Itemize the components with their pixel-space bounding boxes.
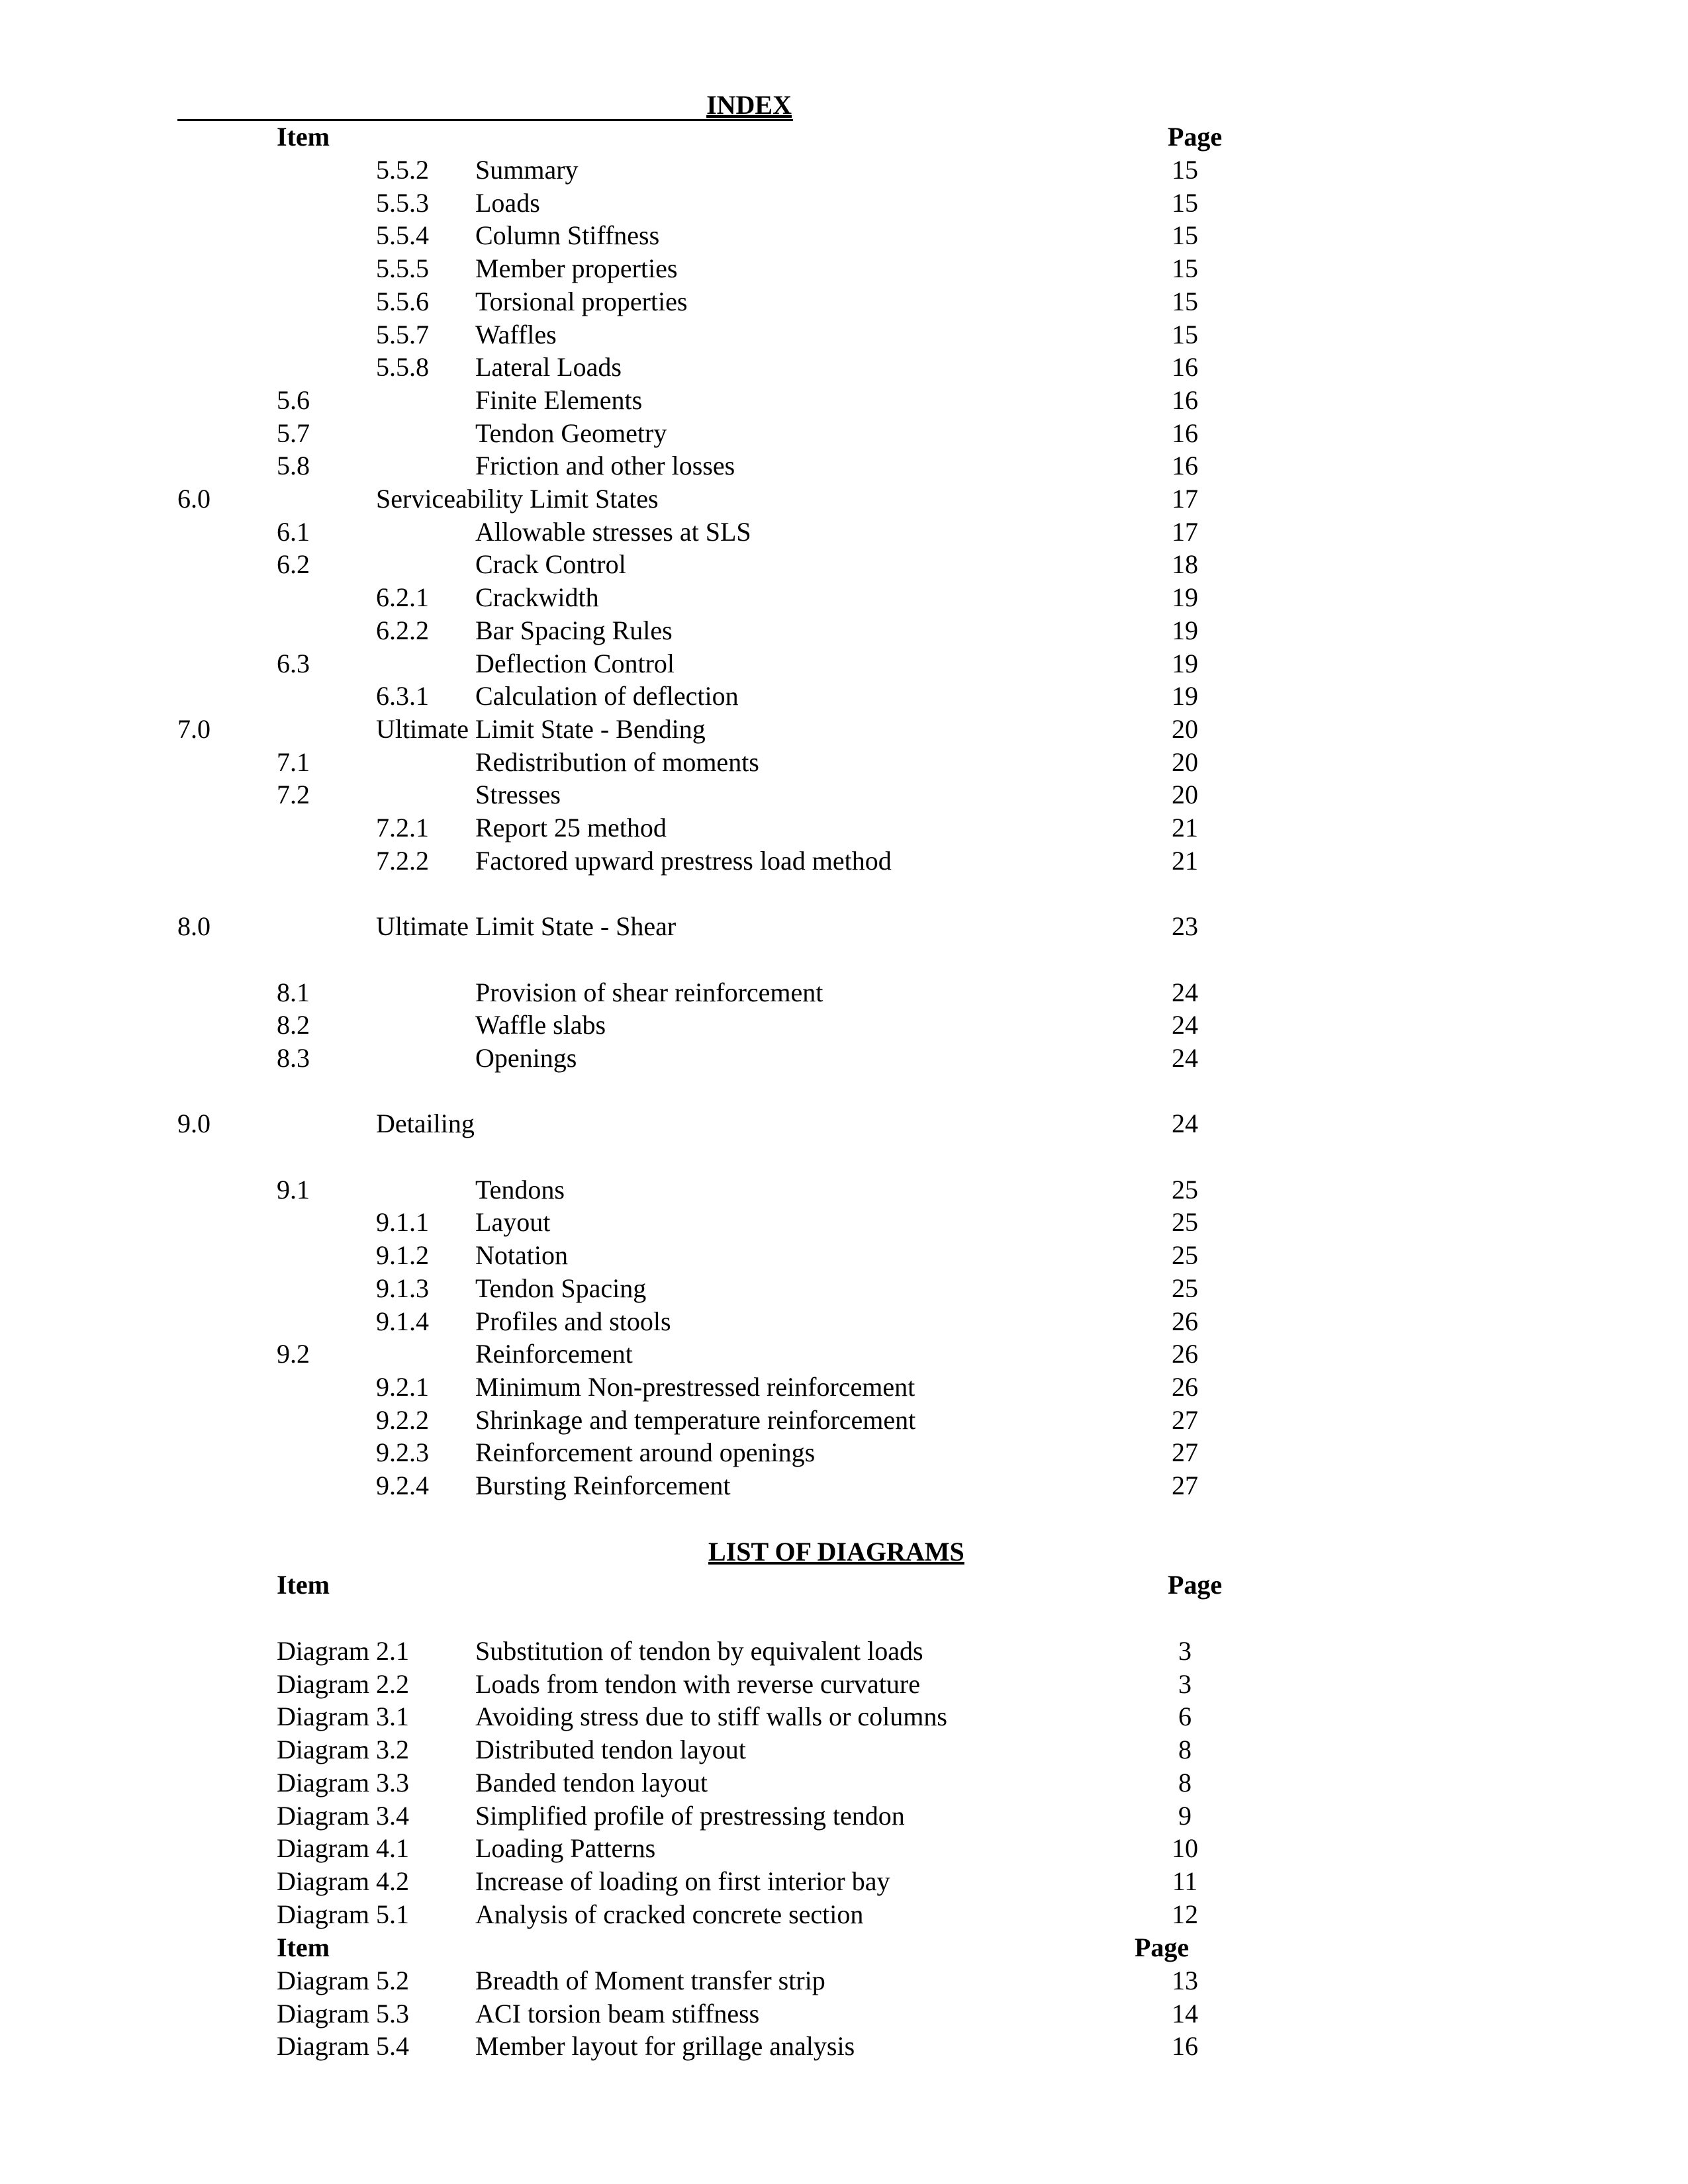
index-entry xyxy=(0,1371,1688,1404)
index-entry-page: 20 xyxy=(1172,780,1198,810)
index-entry-title: Detailing xyxy=(376,1109,475,1139)
index-entry-page: 20 xyxy=(1172,747,1198,777)
diagram-entry xyxy=(0,1733,1688,1766)
index-entry xyxy=(0,285,1688,318)
index-entry-title: Finite Elements xyxy=(475,385,643,415)
index-entry xyxy=(0,1009,1688,1042)
diagram-entry-page: 13 xyxy=(1172,1966,1198,1995)
diagram-entry xyxy=(0,1635,1688,1668)
index-column-header xyxy=(0,120,1688,154)
index-entry-title: Tendon Geometry xyxy=(475,418,667,448)
index-entry-title: Report 25 method xyxy=(475,813,667,842)
index-entry-title: Ultimate Limit State - Shear xyxy=(376,911,677,942)
index-entry-page: 24 xyxy=(1172,1042,1198,1073)
index-entry-number: 6.1 xyxy=(277,516,310,547)
diagram-entry-title: Member layout for grillage analysis xyxy=(475,2031,855,2062)
index-entry-page: 19 xyxy=(1172,615,1198,645)
diagram-entry xyxy=(0,2030,1688,2063)
index-entry-title: Member properties xyxy=(475,253,678,284)
index-entry-page: 24 xyxy=(1172,1010,1198,1040)
index-entry-page: 27 xyxy=(1172,1471,1198,1500)
index-entry-title: Deflection Control xyxy=(475,648,675,678)
diagram-entry-number: Diagram 3.1 xyxy=(277,1702,409,1732)
index-entry-number: 5.5.6 xyxy=(376,286,429,316)
diagram-entry-page: 16 xyxy=(1172,2031,1198,2062)
index-entry xyxy=(0,910,1688,943)
index-entry xyxy=(0,746,1688,779)
diagram-entry xyxy=(0,1766,1688,1799)
index-entry-page: 26 xyxy=(1172,1371,1198,1402)
diagram-entry-title: Substitution of tendon by equivalent loads xyxy=(475,1636,923,1666)
diagram-entry-page: 8 xyxy=(1178,1735,1192,1765)
index-entry-number: 5.5.3 xyxy=(376,187,429,218)
index-entry xyxy=(0,581,1688,614)
index-entry-number: 8.3 xyxy=(277,1042,310,1073)
index-entry-number: 6.2.1 xyxy=(376,582,429,613)
index-entry xyxy=(0,844,1688,878)
diagram-entry-title: Increase of loading on first interior bay xyxy=(475,1866,890,1896)
index-entry-number: 9.0 xyxy=(177,1109,211,1139)
index-entry-title: Minimum Non-prestressed reinforcement xyxy=(475,1371,915,1402)
index-entry-title: Factored upward prestress load method xyxy=(475,845,892,876)
diagram-entry-title: Banded tendon layout xyxy=(475,1767,708,1797)
index-entry-number: 6.2.2 xyxy=(376,615,429,645)
diagrams-page-header-repeat: Page xyxy=(1135,1933,1190,1962)
index-entry xyxy=(0,417,1688,450)
index-entry-number: 9.1.1 xyxy=(376,1207,429,1238)
index-entry-page: 15 xyxy=(1172,220,1198,251)
index-entry xyxy=(0,1436,1688,1469)
index-entry-page: 16 xyxy=(1172,418,1198,448)
index-entry-number: 7.2 xyxy=(277,780,310,810)
index-entry-number: 6.3.1 xyxy=(376,681,429,711)
diagram-entry-page: 6 xyxy=(1178,1702,1192,1732)
diagrams-column-header-repeat xyxy=(0,1931,1688,1964)
index-entry-page: 19 xyxy=(1172,681,1198,711)
index-entry-number: 9.2.2 xyxy=(376,1404,429,1435)
diagrams-column-header xyxy=(0,1569,1688,1602)
index-entry-title: Bar Spacing Rules xyxy=(475,615,673,645)
diagram-entry-number: Diagram 4.1 xyxy=(277,1833,409,1864)
index-entry-page: 21 xyxy=(1172,845,1198,876)
diagram-entry xyxy=(0,1799,1688,1833)
index-entry xyxy=(0,1305,1688,1338)
diagram-entry-number: Diagram 5.2 xyxy=(277,1966,409,1995)
index-entry-page: 24 xyxy=(1172,1109,1198,1139)
index-entry-page: 27 xyxy=(1172,1404,1198,1435)
diagram-entry xyxy=(0,1668,1688,1701)
index-entry xyxy=(0,647,1688,680)
index-entry-page: 15 xyxy=(1172,286,1198,316)
diagram-entry-number: Diagram 3.4 xyxy=(277,1800,409,1831)
index-entry-title: Notation xyxy=(475,1240,568,1271)
index-entry-title: Torsional properties xyxy=(475,286,688,316)
index-entry-number: 9.1.4 xyxy=(376,1306,429,1336)
index-entry-page: 27 xyxy=(1172,1437,1198,1468)
index-entry-title: Loads xyxy=(475,187,540,218)
index-entry-number: 8.1 xyxy=(277,977,310,1007)
index-entry-number: 9.2.1 xyxy=(376,1371,429,1402)
index-entry xyxy=(0,1338,1688,1371)
index-entry-page: 18 xyxy=(1172,549,1198,580)
index-entry-page: 23 xyxy=(1172,911,1198,942)
index-entry-number: 7.2.2 xyxy=(376,845,429,876)
index-entry xyxy=(0,516,1688,549)
index-entry xyxy=(0,1107,1688,1140)
index-entry xyxy=(0,1272,1688,1305)
index-entry-title: Ultimate Limit State - Bending xyxy=(376,713,706,744)
index-title: INDEX xyxy=(706,90,792,120)
diagram-entry-number: Diagram 3.2 xyxy=(277,1735,409,1765)
index-entry xyxy=(0,318,1688,351)
diagram-entry xyxy=(0,1997,1688,2030)
index-entry-number: 5.8 xyxy=(277,451,310,481)
diagram-entry-page: 9 xyxy=(1178,1800,1192,1831)
diagram-entry-title: Simplified profile of prestressing tendon xyxy=(475,1800,905,1831)
index-entry-page: 25 xyxy=(1172,1174,1198,1205)
index-entry-page: 17 xyxy=(1172,484,1198,514)
index-entry xyxy=(0,154,1688,187)
index-entry xyxy=(0,811,1688,844)
index-entry xyxy=(0,614,1688,647)
index-entry-title: Serviceability Limit States xyxy=(376,484,659,514)
diagram-entry-title: Distributed tendon layout xyxy=(475,1735,746,1765)
index-entry-number: 7.1 xyxy=(277,747,310,777)
index-entry-title: Waffles xyxy=(475,319,557,349)
diagram-entry-number: Diagram 2.1 xyxy=(277,1636,409,1666)
index-entry-number: 5.5.8 xyxy=(376,352,429,383)
index-entry-number: 9.1.3 xyxy=(376,1273,429,1303)
index-entry-title: Tendon Spacing xyxy=(475,1273,647,1303)
index-entry-page: 16 xyxy=(1172,451,1198,481)
index-entry-number: 9.2 xyxy=(277,1339,310,1369)
index-entry xyxy=(0,252,1688,285)
index-entry xyxy=(0,1239,1688,1272)
diagram-entry-title: Loading Patterns xyxy=(475,1833,656,1864)
index-entry-title: Provision of shear reinforcement xyxy=(475,977,823,1007)
index-entry-page: 26 xyxy=(1172,1306,1198,1336)
index-entry xyxy=(0,384,1688,417)
index-entry-number: 9.1 xyxy=(277,1174,310,1205)
index-entry-page: 26 xyxy=(1172,1339,1198,1369)
index-entry-page: 15 xyxy=(1172,319,1198,349)
index-entry-title: Column Stiffness xyxy=(475,220,660,251)
index-entry-number: 5.5.4 xyxy=(376,220,429,251)
index-page-header: Page xyxy=(1168,122,1223,152)
index-entry-number: 6.0 xyxy=(177,484,211,514)
diagram-entry-title: ACI torsion beam stiffness xyxy=(475,1998,760,2028)
diagram-entry-page: 14 xyxy=(1172,1998,1198,2028)
index-entry-title: Crack Control xyxy=(475,549,626,580)
index-entry-page: 21 xyxy=(1172,813,1198,842)
index-entry xyxy=(0,449,1688,482)
index-entry xyxy=(0,548,1688,581)
diagram-entry-page: 12 xyxy=(1172,1899,1198,1929)
index-entry-page: 16 xyxy=(1172,385,1198,415)
index-entry-number: 5.6 xyxy=(277,385,310,415)
index-entry-number: 7.2.1 xyxy=(376,813,429,842)
index-entry-title: Shrinkage and temperature reinforcement xyxy=(475,1404,916,1435)
index-entry xyxy=(0,1042,1688,1075)
index-entry-number: 9.1.2 xyxy=(376,1240,429,1271)
diagrams-item-header: Item xyxy=(277,1570,330,1600)
diagram-entry-number: Diagram 5.4 xyxy=(277,2031,409,2062)
index-entry xyxy=(0,482,1688,516)
diagram-entry-title: Analysis of cracked concrete section xyxy=(475,1899,864,1929)
diagram-entry xyxy=(0,1964,1688,1997)
index-entry-number: 5.5.5 xyxy=(376,253,429,284)
index-entry-page: 25 xyxy=(1172,1207,1198,1238)
index-entry xyxy=(0,219,1688,252)
index-entry-page: 17 xyxy=(1172,516,1198,547)
index-entry-title: Reinforcement around openings xyxy=(475,1437,816,1468)
index-entry-title: Calculation of deflection xyxy=(475,681,739,711)
index-entry-number: 6.3 xyxy=(277,648,310,678)
diagrams-item-header-repeat: Item xyxy=(277,1933,330,1962)
index-entry-page: 15 xyxy=(1172,187,1198,218)
index-entry-title: Tendons xyxy=(475,1174,565,1205)
diagram-entry-page: 3 xyxy=(1178,1636,1192,1666)
index-entry-page: 16 xyxy=(1172,352,1198,383)
index-entry xyxy=(0,713,1688,746)
diagram-entry-number: Diagram 5.1 xyxy=(277,1899,409,1929)
index-entry-page: 20 xyxy=(1172,713,1198,744)
index-entry-page: 24 xyxy=(1172,977,1198,1007)
index-entry xyxy=(0,1173,1688,1206)
index-item-header: Item xyxy=(277,122,330,152)
diagram-entry-page: 8 xyxy=(1178,1767,1192,1797)
index-entry-page: 25 xyxy=(1172,1240,1198,1271)
index-entry-title: Friction and other losses xyxy=(475,451,735,481)
index-entry-title: Lateral Loads xyxy=(475,352,622,383)
index-entry-number: 5.7 xyxy=(277,418,310,448)
index-entry xyxy=(0,351,1688,384)
index-entry xyxy=(0,1404,1688,1437)
index-entry xyxy=(0,680,1688,713)
diagram-entry-number: Diagram 2.2 xyxy=(277,1668,409,1699)
index-entry-title: Allowable stresses at SLS xyxy=(475,516,751,547)
index-entry-number: 8.0 xyxy=(177,911,211,942)
index-entry-number: 9.2.3 xyxy=(376,1437,429,1468)
index-entry-title: Reinforcement xyxy=(475,1339,633,1369)
index-entry-title: Profiles and stools xyxy=(475,1306,671,1336)
diagram-entry-page: 10 xyxy=(1172,1833,1198,1864)
diagram-entry-number: Diagram 3.3 xyxy=(277,1767,409,1797)
index-entry-title: Redistribution of moments xyxy=(475,747,759,777)
diagrams-title: LIST OF DIAGRAMS xyxy=(708,1537,964,1567)
index-entry-page: 19 xyxy=(1172,582,1198,613)
index-entry-number: 6.2 xyxy=(277,549,310,580)
index-entry-number: 9.2.4 xyxy=(376,1471,429,1500)
diagram-entry-number: Diagram 4.2 xyxy=(277,1866,409,1896)
index-entry-title: Layout xyxy=(475,1207,551,1238)
index-entry-number: 5.5.2 xyxy=(376,155,429,185)
index-entry-title: Summary xyxy=(475,155,579,185)
diagram-entry xyxy=(0,1865,1688,1898)
index-entry xyxy=(0,976,1688,1009)
index-entry-page: 25 xyxy=(1172,1273,1198,1303)
diagram-entry-title: Loads from tendon with reverse curvature xyxy=(475,1668,920,1699)
diagram-entry-title: Breadth of Moment transfer strip xyxy=(475,1966,825,1995)
diagrams-page-header: Page xyxy=(1168,1570,1223,1600)
index-entry-title: Crackwidth xyxy=(475,582,599,613)
index-entry-title: Waffle slabs xyxy=(475,1010,606,1040)
index-entry xyxy=(0,778,1688,811)
index-entry-page: 15 xyxy=(1172,253,1198,284)
index-entry-number: 8.2 xyxy=(277,1010,310,1040)
index-entry-number: 5.5.7 xyxy=(376,319,429,349)
index-entry-title: Stresses xyxy=(475,780,561,810)
index-entry-title: Openings xyxy=(475,1042,577,1073)
diagram-entry xyxy=(0,1700,1688,1733)
index-entry-number: 7.0 xyxy=(177,713,211,744)
diagram-entry-title: Avoiding stress due to stiff walls or columns xyxy=(475,1702,947,1732)
diagram-entry-page: 3 xyxy=(1178,1668,1192,1699)
diagram-entry-page: 11 xyxy=(1172,1866,1198,1896)
index-entry xyxy=(0,1469,1688,1502)
index-entry xyxy=(0,187,1688,220)
diagram-entry-number: Diagram 5.3 xyxy=(277,1998,409,2028)
index-entry-page: 19 xyxy=(1172,648,1198,678)
diagram-entry xyxy=(0,1898,1688,1931)
index-entry-page: 15 xyxy=(1172,155,1198,185)
index-entry xyxy=(0,1206,1688,1239)
diagram-entry xyxy=(0,1832,1688,1865)
index-entry-title: Bursting Reinforcement xyxy=(475,1471,731,1500)
